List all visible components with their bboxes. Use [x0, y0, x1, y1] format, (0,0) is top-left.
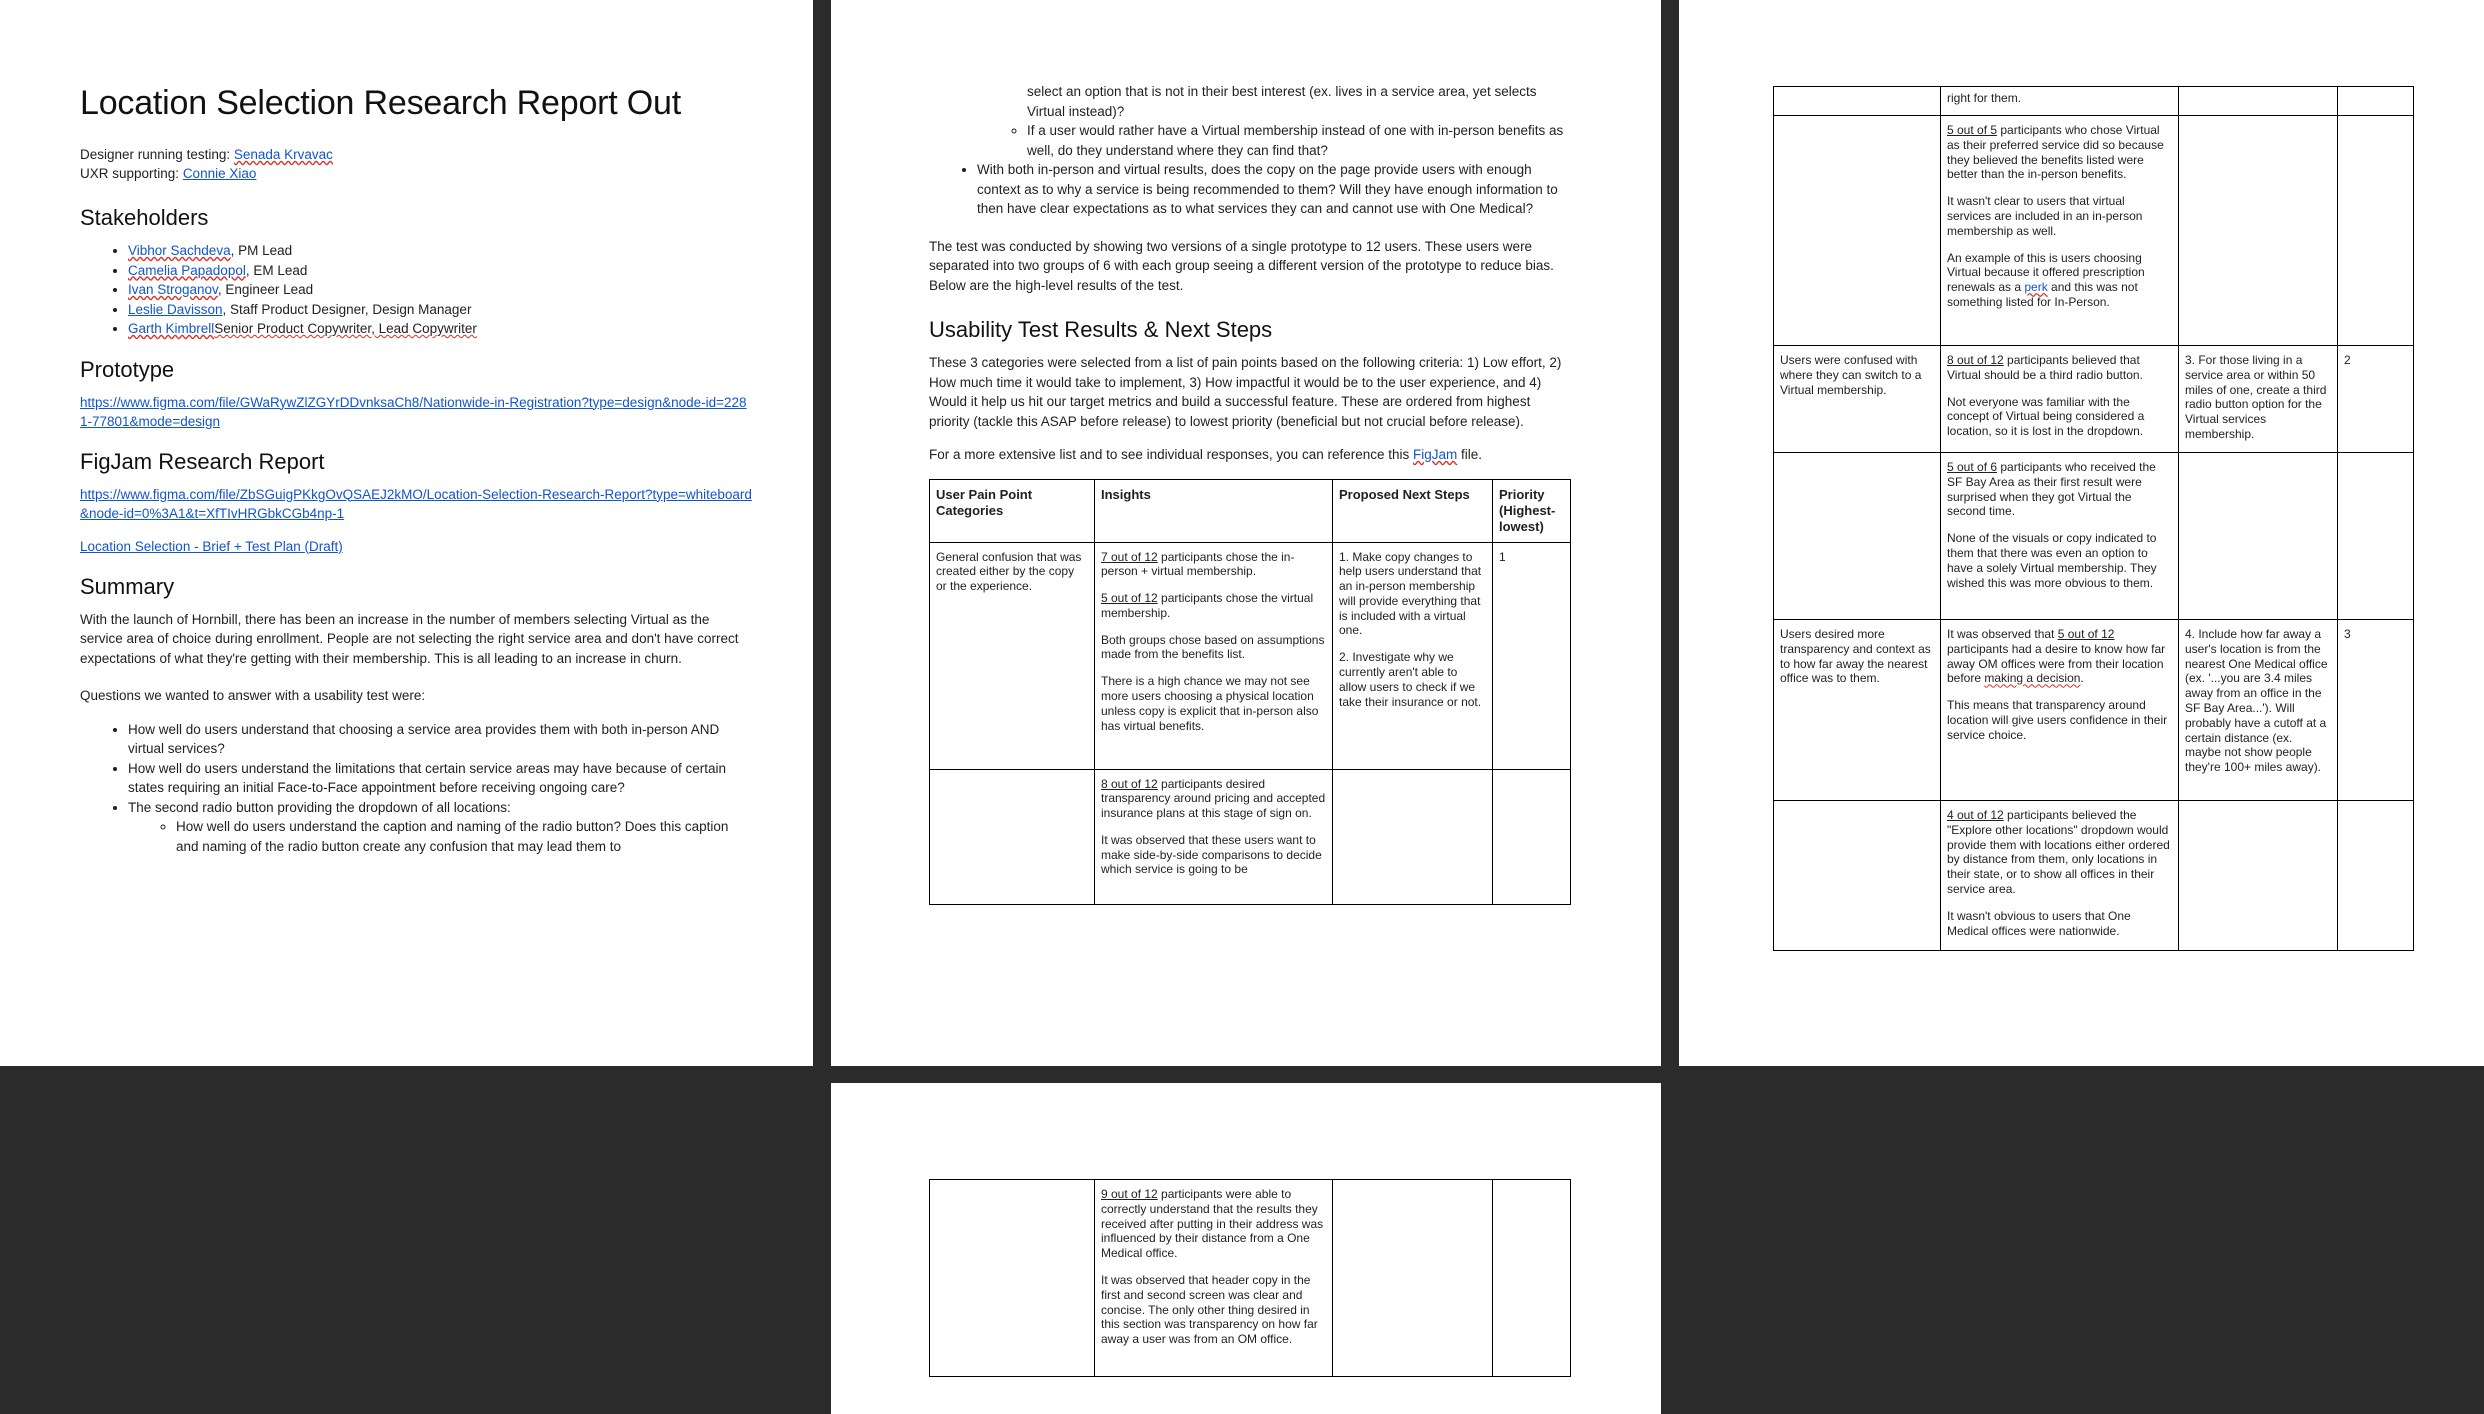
stat: 4 out of 12 [1947, 808, 2004, 822]
stakeholders-heading: Stakeholders [80, 205, 209, 230]
sub-question-item: ◦ How well do users understand the caption and naming of the radio button? Does this caption and naming of the radio button create any confusion that may lead them to [176, 817, 753, 856]
stakeholder-item [128, 280, 753, 300]
next-steps-cell [2179, 87, 2338, 116]
priority-cell: 2 [2338, 346, 2414, 453]
next-steps-cell: 3. For those living in a service area or within 50 miles of one, create a third radio button option for the Virtual services membership. [2179, 346, 2338, 453]
category-cell [1774, 801, 1941, 951]
question-item: • How well do users understand that choosing a service area provides them with both in-person AND virtual services? [128, 720, 753, 759]
insights-cell [1095, 1180, 1333, 1377]
column-header: User Pain Point Categories [930, 479, 1095, 542]
next-step: 2. Investigate why we currently aren't able to allow users to check if we take their insurance or not. [1339, 650, 1482, 709]
document-page-1 [0, 0, 813, 1066]
insight-text: participants were able to correctly understand that the results they received after putting in their address was influenced by their distance from a One Medical office. [1101, 1187, 1324, 1261]
insight: It wasn't obvious to users that One Medical offices were nationwide. [1947, 908, 2131, 938]
next-steps-cell: 4. Include how far away a user's location is from the nearest One Medical office (ex. '...you are 3.4 miles away from an office in the SF Bay Area...'). Will probably have a cutoff at a certain distance (ex. maybe not show people they're 100+ miles away). [2179, 620, 2338, 801]
stat: 5 out of 5 [1947, 123, 1998, 137]
continued-text: select an option that is not in their best interest (ex. lives in a service area, yet selects Virtual instead)? [1027, 84, 1537, 119]
priority-cell [1493, 1180, 1571, 1377]
table-row [1774, 346, 2414, 453]
results-heading: Usability Test Results & Next Steps [929, 317, 1273, 342]
figjam-heading-text: FigJam Research Report [80, 448, 325, 474]
stakeholder-link[interactable]: Leslie Davisson [128, 301, 223, 317]
document-page-4 [831, 1083, 1661, 1414]
stat: 7 out of 12 [1101, 549, 1158, 564]
test-paragraph: The test was conducted by showing two versions of a single prototype to 12 users. These users were separated into two groups of 6 with each group seeing a different version of the prototype to reduce bias. Below are the high-level results of the test. [929, 238, 1554, 293]
insight: Not everyone was familiar with the concept of Virtual being considered a location, so it is lost in the dropdown. [1947, 394, 2145, 439]
insight-text: It was observed that [1947, 627, 2058, 641]
insight: This means that transparency around location will give users confidence in their service choice. [1947, 698, 2168, 742]
figjam-url-link[interactable]: https://www.figma.com/file/ZbSGuigPKkgOvQSAEJ2kMO/Location-Selection-Research-Report?type=whiteboard&node-id=0%3A1&t=XfTIvHRGbkCGb4np-1 [80, 486, 752, 521]
uxr-line [80, 164, 753, 183]
table-row [1774, 453, 2414, 620]
insight [1947, 123, 2172, 182]
insights-cell [1095, 769, 1333, 904]
reference-post: file. [1457, 447, 1483, 462]
uxr-name-link[interactable]: Connie Xiao [182, 166, 257, 181]
insight-text: participants chose the in-person + virtual membership. [1101, 549, 1295, 579]
insight-text: participants chose the virtual membership. [1101, 591, 1314, 620]
designer-line [80, 145, 753, 164]
criteria-paragraph: These 3 categories were selected from a list of pain points based on the following criteria: 1) Low effort, 2) How much time it would take to implement, 3) How impactful it would be to the user experience, and 4) Would it help us hit our target metrics and build a successful feature. These are ordered from highest priority (tackle this ASAP before release) to lowest priority (beneficial but not crucial before release). [929, 355, 1562, 429]
stat: 8 out of 12 [1101, 776, 1158, 791]
insight [1101, 1187, 1326, 1261]
insight: There is a high chance we may not see more users choosing a physical location unless copy is explicit that in-person also has virtual benefits. [1101, 674, 1319, 733]
priority-cell [2338, 801, 2414, 951]
insights-cell [1941, 116, 2179, 346]
stakeholder-role: Senior Product Copywriter, Lead Copywriter [214, 321, 477, 336]
insight-text: participants believed that Virtual should be a third radio button. [1947, 353, 2143, 382]
document-title: Location Selection Research Report Out [80, 84, 681, 122]
prototype-heading: Prototype [80, 356, 175, 382]
insight-text: participants believed the "Explore other locations" dropdown would provide them with locations either ordered by distance from them, only locations in their state, or to show all offices in their service area. [1947, 808, 2170, 896]
flagged-phrase: making a decision [1984, 671, 2081, 686]
category-cell: Users were confused with where they can switch to a Virtual membership. [1774, 346, 1941, 453]
insight-text: An example of this is users choosing Virtual because it offered prescription renewals as a [1947, 250, 2145, 295]
stakeholder-item [128, 300, 753, 320]
stat: 5 out of 6 [1947, 460, 1998, 474]
priority-cell [1493, 769, 1571, 904]
category-cell [1774, 116, 1941, 346]
insights-cell [1941, 453, 2179, 620]
stakeholder-item [128, 319, 753, 339]
sub-questions-list [128, 817, 753, 856]
priority-cell: 1 [1493, 542, 1571, 769]
reference-paragraph [929, 445, 1571, 465]
next-steps-cell [1333, 542, 1493, 769]
category-cell [1774, 87, 1941, 116]
insight: None of the visuals or copy indicated to them that there was even an option to have a solely Virtual membership. They wished this was more obvious to them. [1947, 531, 2157, 590]
insights-cell [1095, 542, 1333, 769]
questions-list [929, 160, 1571, 219]
prototype-url-link[interactable]: https://www.figma.com/file/GWaRywZlZGYrDDvnksaCh8/Nationwide-in-Registration?type=design&node-id=2281-77801&mode=design [80, 394, 747, 429]
questions-list [80, 720, 753, 857]
results-table-continued [1773, 86, 2414, 951]
column-header: Priority (Highest-lowest) [1493, 479, 1571, 542]
priority-cell [2338, 453, 2414, 620]
next-steps-cell [2179, 453, 2338, 620]
question-item: • With both in-person and virtual results, does the copy on the page provide users with enough context as to why a service is being recommended to them? Will they have enough information to then have clear expectations as to what services they can and cannot use with One Medical? [977, 160, 1571, 219]
next-steps-cell [1333, 1180, 1493, 1377]
insights-cell [1941, 346, 2179, 453]
priority-cell [2338, 116, 2414, 346]
insight: It was observed that these users want to make side-by-side comparisons to decide which service is going to be [1101, 832, 1322, 877]
table-row [1774, 801, 2414, 951]
insight: It was observed that header copy in the first and second screen was clear and concise. The only other thing desired in this section was transparency on how far away a user was from an OM office. [1101, 1272, 1318, 1347]
next-steps-cell [2179, 116, 2338, 346]
results-table-continued [929, 1179, 1571, 1377]
insight [1947, 627, 2172, 686]
priority-cell: 3 [2338, 620, 2414, 801]
reference-pre: For a more extensive list and to see individual responses, you can reference this [929, 447, 1414, 462]
insight-text: . [2080, 671, 2084, 686]
next-step: 1. Make copy changes to help users understand that an in-person membership will provide everything that is included with a virtual one. [1339, 549, 1482, 638]
question-item [128, 798, 753, 857]
document-page-3 [1679, 0, 2484, 1066]
stakeholder-role: , PM Lead [230, 243, 293, 258]
insight-text: participants desired transparency around pricing and accepted insurance plans at this stage of sign on. [1101, 776, 1326, 821]
continued-question [929, 82, 1571, 121]
stakeholder-link[interactable]: Camelia Papadopol [128, 262, 246, 278]
designer-name-link[interactable]: Senada Krvavac [233, 147, 333, 162]
table-row [1774, 116, 2414, 346]
insight: Both groups chose based on assumptions made from the benefits list. [1101, 632, 1325, 662]
stakeholder-item [128, 261, 753, 281]
insight [1947, 460, 2172, 519]
stakeholder-role: , EM Lead [245, 262, 308, 278]
stat: 5 out of 12 [2057, 627, 2115, 641]
next-steps-cell [2179, 801, 2338, 951]
insight [1947, 353, 2172, 383]
insight [1101, 591, 1326, 621]
column-header: Insights [1095, 479, 1333, 542]
stakeholder-link[interactable]: Vibhor Sachdeva [128, 243, 231, 258]
stat: 9 out of 12 [1101, 1187, 1158, 1201]
stakeholder-role: , Staff Product Designer, Design Manager [222, 301, 472, 317]
perk-word: perk [2024, 280, 2048, 295]
brief-link[interactable]: Location Selection - Brief + Test Plan (Draft) [80, 538, 343, 554]
questions-intro: Questions we wanted to answer with a usability test were: [80, 688, 426, 703]
priority-cell [2338, 87, 2414, 116]
table-row [930, 1180, 1571, 1377]
insight [1101, 777, 1326, 821]
column-header: Proposed Next Steps [1333, 479, 1493, 542]
category-cell: General confusion that was created either by the copy or the experience. [930, 542, 1095, 769]
sub-questions-list [929, 121, 1571, 160]
sub-question-item: ◦ If a user would rather have a Virtual membership instead of one with in-person benefits as well, do they understand where they can find that? [1027, 121, 1571, 160]
stat: 5 out of 12 [1101, 591, 1158, 606]
results-table [929, 479, 1571, 905]
insight [1947, 251, 2172, 310]
table-row [1774, 620, 2414, 801]
category-cell [930, 769, 1095, 904]
question-item: • How well do users understand the limitations that certain service areas may have because of certain states requiring an initial Face-to-Face appointment before receiving ongoing care? [128, 759, 753, 798]
insight [1101, 550, 1326, 580]
stat: 8 out of 12 [1947, 353, 2004, 367]
next-steps-cell [1333, 769, 1493, 904]
insights-cell [1941, 801, 2179, 951]
insight-text: participants who received the SF Bay Area as their first result were surprised when they got Virtual the second time. [1947, 460, 2156, 519]
summary-heading: Summary [80, 573, 175, 599]
insights-cell: right for them. [1941, 87, 2179, 116]
uxr-label: UXR supporting: [80, 166, 183, 181]
insights-cell [1941, 620, 2179, 801]
figjam-heading [80, 449, 753, 475]
stakeholder-link[interactable]: Ivan Stroganov [128, 282, 218, 297]
stakeholder-link[interactable]: Garth Kimbrell [128, 321, 215, 336]
table-header-row [930, 479, 1571, 542]
table-row [1774, 87, 2414, 116]
table-row [930, 769, 1571, 904]
document-page-2 [831, 0, 1661, 1066]
stakeholder-role: , Engineer Lead [217, 282, 314, 297]
insight-text: and this was not something listed for In-Person. [1947, 280, 2138, 309]
question-text: The second radio button providing the dropdown of all locations: [128, 799, 511, 815]
summary-paragraph: With the launch of Hornbill, there has been an increase in the number of members selecting Virtual as the service area of choice during enrollment. People are not selecting the right service area and don't have correct expectations of what they're getting with their membership. This is all leading to an increase in churn. [80, 611, 739, 666]
designer-label: Designer running testing: [80, 147, 234, 162]
category-cell: Users desired more transparency and context as to how far away the nearest office was to them. [1774, 620, 1941, 801]
stakeholders-list [80, 241, 753, 339]
category-cell [1774, 453, 1941, 620]
figjam-file-link[interactable]: FigJam [1413, 447, 1458, 462]
table-row [930, 542, 1571, 769]
insight: It wasn't clear to users that virtual services are included in an in-person membership as well. [1947, 194, 2143, 238]
insight-text: participants who chose Virtual as their preferred service did so because they believed the benefits listed were better than the in-person benefits. [1947, 123, 2164, 182]
insight-text: participants had a desire to know how far away OM offices were from their location before [1947, 641, 2166, 686]
stakeholder-item [128, 241, 753, 261]
insight [1947, 808, 2172, 897]
category-cell [930, 1180, 1095, 1377]
